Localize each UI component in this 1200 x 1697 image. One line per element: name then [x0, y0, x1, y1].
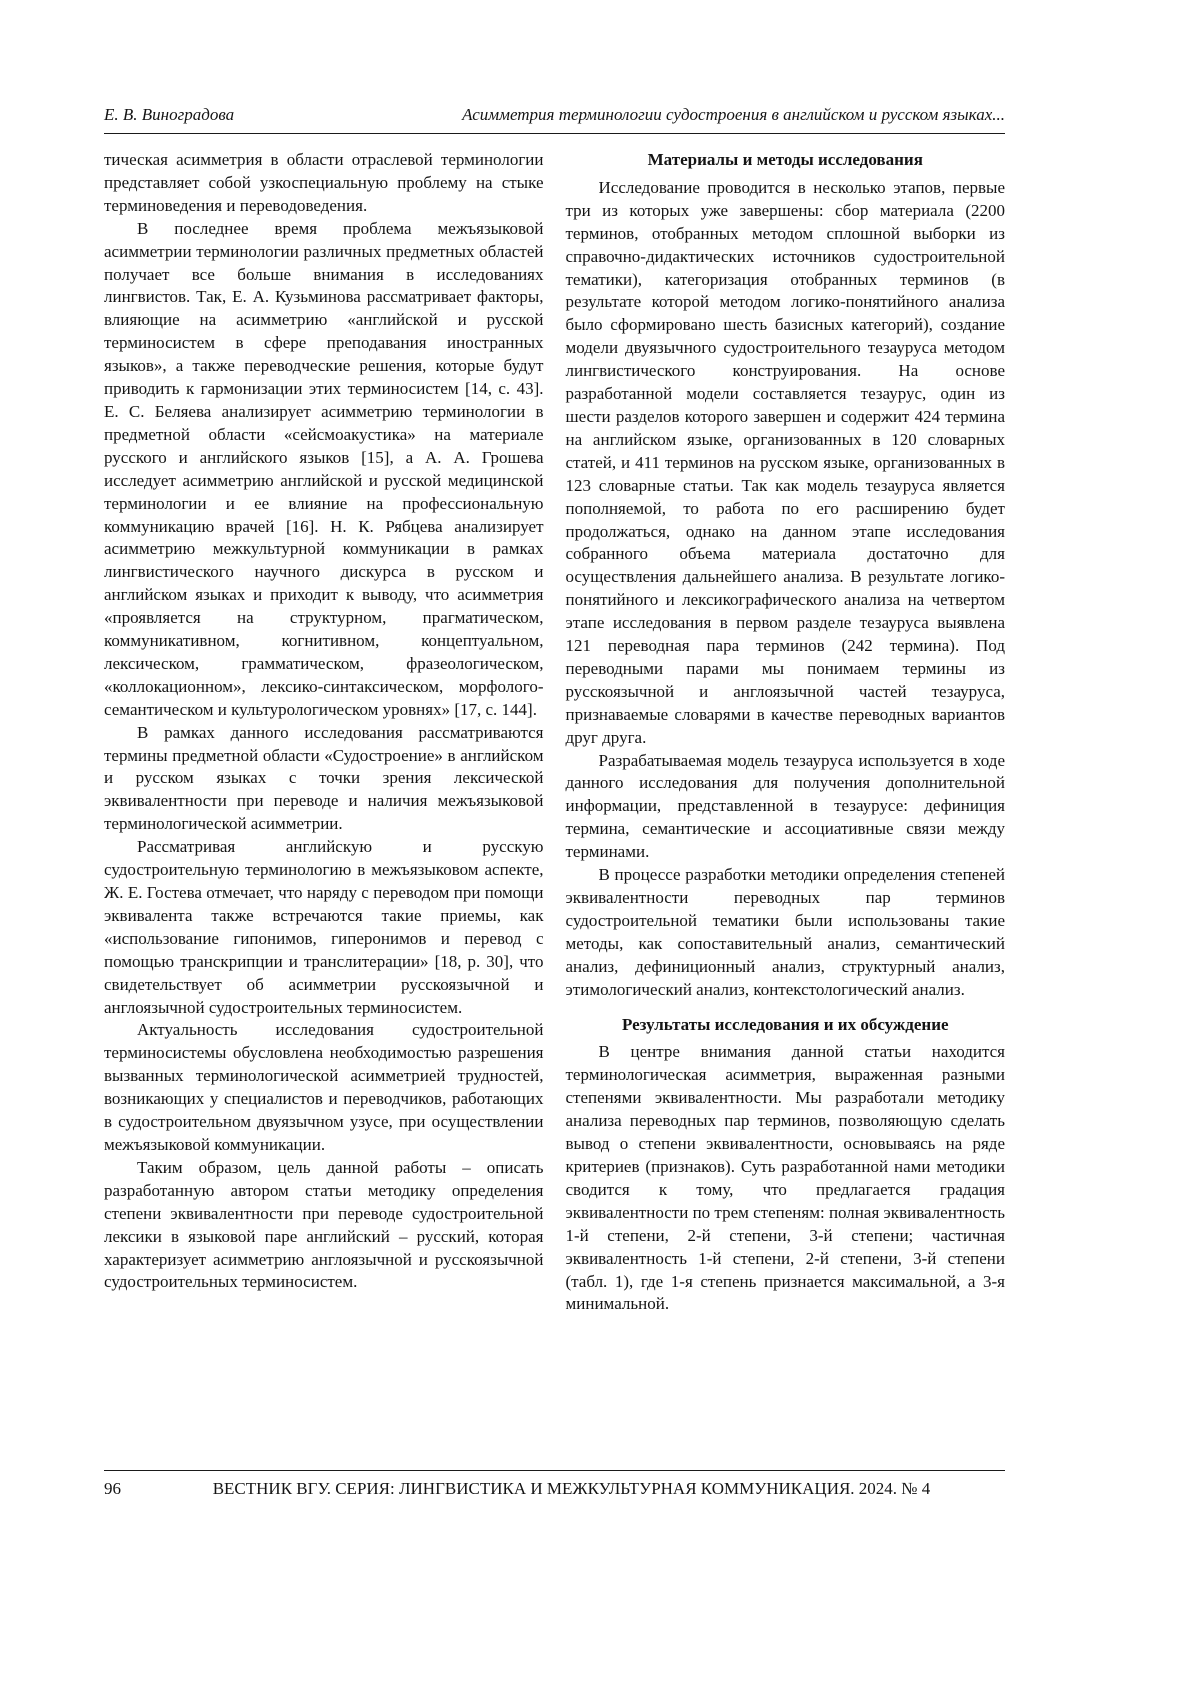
paragraph: тическая асимметрия в области отраслевой терминологии представляет собой узкоспециальную проблему на стыке терминоведения и переводоведения. — [104, 150, 544, 215]
article-body — [104, 149, 1005, 1316]
paragraph: Таким образом, цель данной работы – описать разработанную автором статьи методику определения степени эквивалентности при переводе судостроительной лексики в языковой паре английский – русский, которая характеризует асимметрию англоязычной и русскоязычной судостроительных терминосистем. — [104, 1157, 544, 1292]
page-footer — [104, 1470, 1005, 1500]
paragraph: В процессе разработки методики определения степеней эквивалентности переводных пар терминов судостроительной тематики были использованы такие методы, как сопоставительный анализ, семантический анализ, дефиниционный анализ, структурный анализ, этимологический анализ, контекстологический анализ. — [565, 865, 1005, 999]
paragraph: Актуальность исследования судостроительной терминосистемы обусловлена необходимостью разрешения вызванных терминологической асимметрией трудностей, возникающих у специалистов и переводчиков, работающих в судостроительном двуязычном узусе, при осуществлении межъязыковой коммуникации. — [104, 1020, 544, 1154]
journal-title: ВЕСТНИК ВГУ. СЕРИЯ: ЛИНГВИСТИКА И МЕЖКУЛЬТУРНАЯ КОММУНИКАЦИЯ. 2024. № 4 — [212, 1479, 931, 1498]
right-column — [566, 149, 1006, 1316]
paragraph: Рассматривая английскую и русскую судостроительную терминологию в межъязыковом аспекте, Ж. Е. Гостева отмечает, что наряду с переводом при помощи эквивалента также встречаются такие приемы, как «использование гипонимов, гиперонимов и перевод с помощью транскрипции и транслитерации» [18, p. 30], что свидетельствует об асимметрии русскоязычной и англоязычной судостроительных терминосистем. — [104, 837, 544, 1017]
section-heading-results-discussion: Результаты исследования и их обсуждение — [621, 1014, 949, 1034]
page-number: 96 — [104, 1479, 121, 1498]
paragraph: В последнее время проблема межъязыковой асимметрии терминологии различных предметных областей получает все больше внимания в исследованиях лингвистов. Так, Е. А. Кузьминова рассматривает факторы, влияющие на асимметрию «английской и русской терминосистем в сфере преподавания иностранных языков», а также переводческие решения, которые будут приводить к гармонизации этих терминосистем [14, с. 43]. Е. С. Беляева анализирует асимметрию терминологии в предметной области «сейсмоакустика» на материале русского и английского языков [15], а А. А. Грошева исследует асимметрию английской и русской медицинской терминологии и ее влияние на профессиональную коммуникацию врачей [16]. Н. К. Рябцева анализирует асимметрию межкультурной коммуникации в рамках лингвистического научного дискурса в русском и английском языках и приходит к выводу, что асимметрия «проявляется на структурном, прагматическом, коммуникативном, когнитивном, концептуальном, лексическом, грамматическом, фразеологическом, «коллокационном», лексико-синтаксическом, морфолого-семантическом и культурологическом уровнях» [17, с. 144]. — [104, 218, 544, 719]
left-column — [104, 149, 544, 1316]
paragraph: В центре внимания данной статьи находится терминологическая асимметрия, выраженная разными степенями эквивалентности. Мы разработали методику анализа переводных пар терминов, позволяющую сделать вывод о степени эквивалентности, основываясь на ряде критериев (признаков). Суть разработанной нами методики сводится к тому, что предлагается градация эквивалентности по трем степеням: полная эквивалентность 1-й степени, 2-й степени, 3-й степени; частичная эквивалентность 1-й степени, 2-й степени, 3-й степени (табл. 1), где 1-я степень признается максимальной, а 3-я минимальной. — [565, 1042, 1005, 1314]
paragraph: В рамках данного исследования рассматриваются термины предметной области «Судостроение» в английском и русском языках с точки зрения лексической эквивалентности при переводе и наличия межъязыковой терминологической асимметрии. — [104, 722, 544, 834]
paragraph: Исследование проводится в несколько этапов, первые три из которых уже завершены: сбор материала (2200 терминов, отобранных методом сплошной выборки из справочно-дидактических источников судостроительной тематики), категоризация отобранных терминов (в результате которой методом логико-понятийного анализа было сформировано шесть базисных категорий), создание модели двуязычного судостроительного тезауруса методом лингвистического конструирования. На основе разработанной модели составляется тезаурус, один из шести разделов которого завершен и содержит 424 термина на английском языке, организованных в 120 словарных статей, и 411 терминов на русском языке, организованных в 123 словарные статьи. Так как модель тезауруса является пополняемой, то работа по его расширению будет продолжаться, однако на данном этапе исследования собранного объема материала достаточно для осуществления дальнейшего анализа. В результате логико-понятийного и лексикографического анализа на четвертом этапе исследования в первом разделе тезауруса выявлена 121 переводная пара терминов (242 термина). Под переводными парами мы понимаем термины из русскоязычной и англоязычной частей тезауруса, признаваемые словарями в качестве переводных вариантов друг друга. — [565, 177, 1005, 747]
section-heading-materials-methods: Материалы и методы исследования — [647, 150, 923, 169]
running-title: Асимметрия терминологии судостроения в английском и русском языках... — [462, 105, 1005, 124]
running-head — [104, 104, 1005, 134]
author-name: Е. В. Виноградова — [104, 105, 235, 124]
paragraph: Разрабатываемая модель тезауруса используется в ходе данного исследования для получения дополнительной информации, представленной в тезаурусе: дефиниция термина, семантические и ассоциативные связи между терминами. — [565, 750, 1005, 862]
